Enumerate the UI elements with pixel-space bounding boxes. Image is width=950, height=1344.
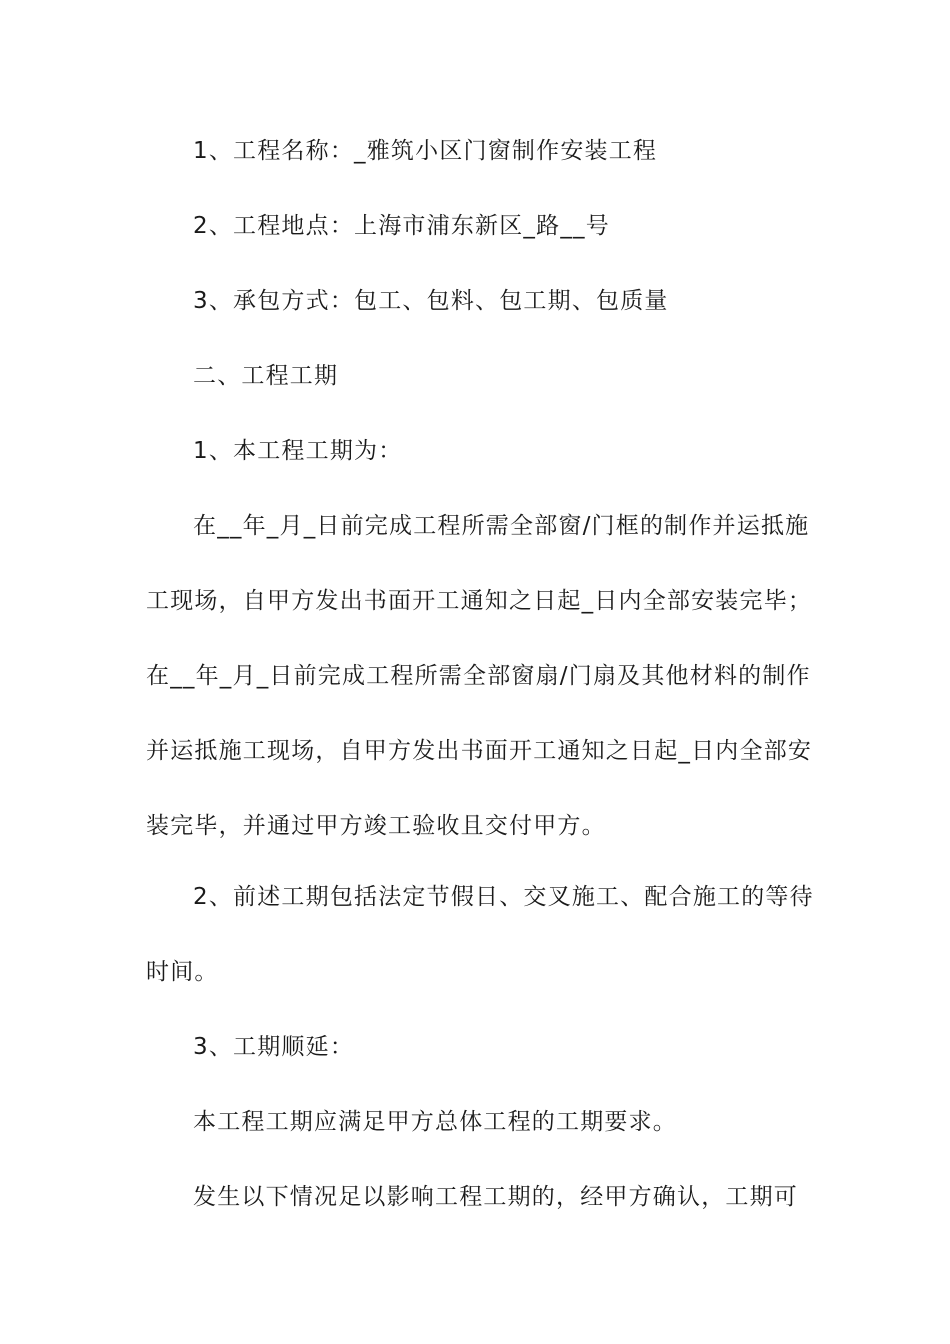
paragraph-line: 在__年_月_日前完成工程所需全部窗扇/门扇及其他材料的制作 — [146, 663, 811, 689]
paragraph-line: 并运抵施工现场，自甲方发出书面开工通知之日起_日内全部安 — [146, 738, 813, 764]
section-heading-schedule: 二、工程工期 — [193, 363, 339, 389]
project-name-line: 1、工程名称：_雅筑小区门窗制作安装工程 — [193, 138, 658, 164]
schedule-item-1-heading: 1、本工程工期为： — [193, 438, 403, 464]
project-location-line: 2、工程地点：上海市浦东新区_路__号 — [193, 213, 610, 239]
paragraph-line: 装完毕，并通过甲方竣工验收且交付甲方。 — [146, 813, 606, 839]
paragraph-line: 时间。 — [146, 959, 219, 985]
contract-method-line: 3、承包方式：包工、包料、包工期、包质量 — [193, 288, 669, 314]
paragraph-line: 发生以下情况足以影响工程工期的，经甲方确认，工期可 — [193, 1184, 798, 1210]
paragraph-line: 本工程工期应满足甲方总体工程的工期要求。 — [193, 1109, 677, 1135]
paragraph-line: 2、前述工期包括法定节假日、交叉施工、配合施工的等待 — [193, 884, 814, 910]
paragraph-line: 在__年_月_日前完成工程所需全部窗/门框的制作并运抵施 — [193, 513, 810, 539]
schedule-item-3-heading: 3、工期顺延： — [193, 1034, 355, 1060]
paragraph-line: 工现场，自甲方发出书面开工通知之日起_日内全部安装完毕； — [146, 588, 813, 614]
